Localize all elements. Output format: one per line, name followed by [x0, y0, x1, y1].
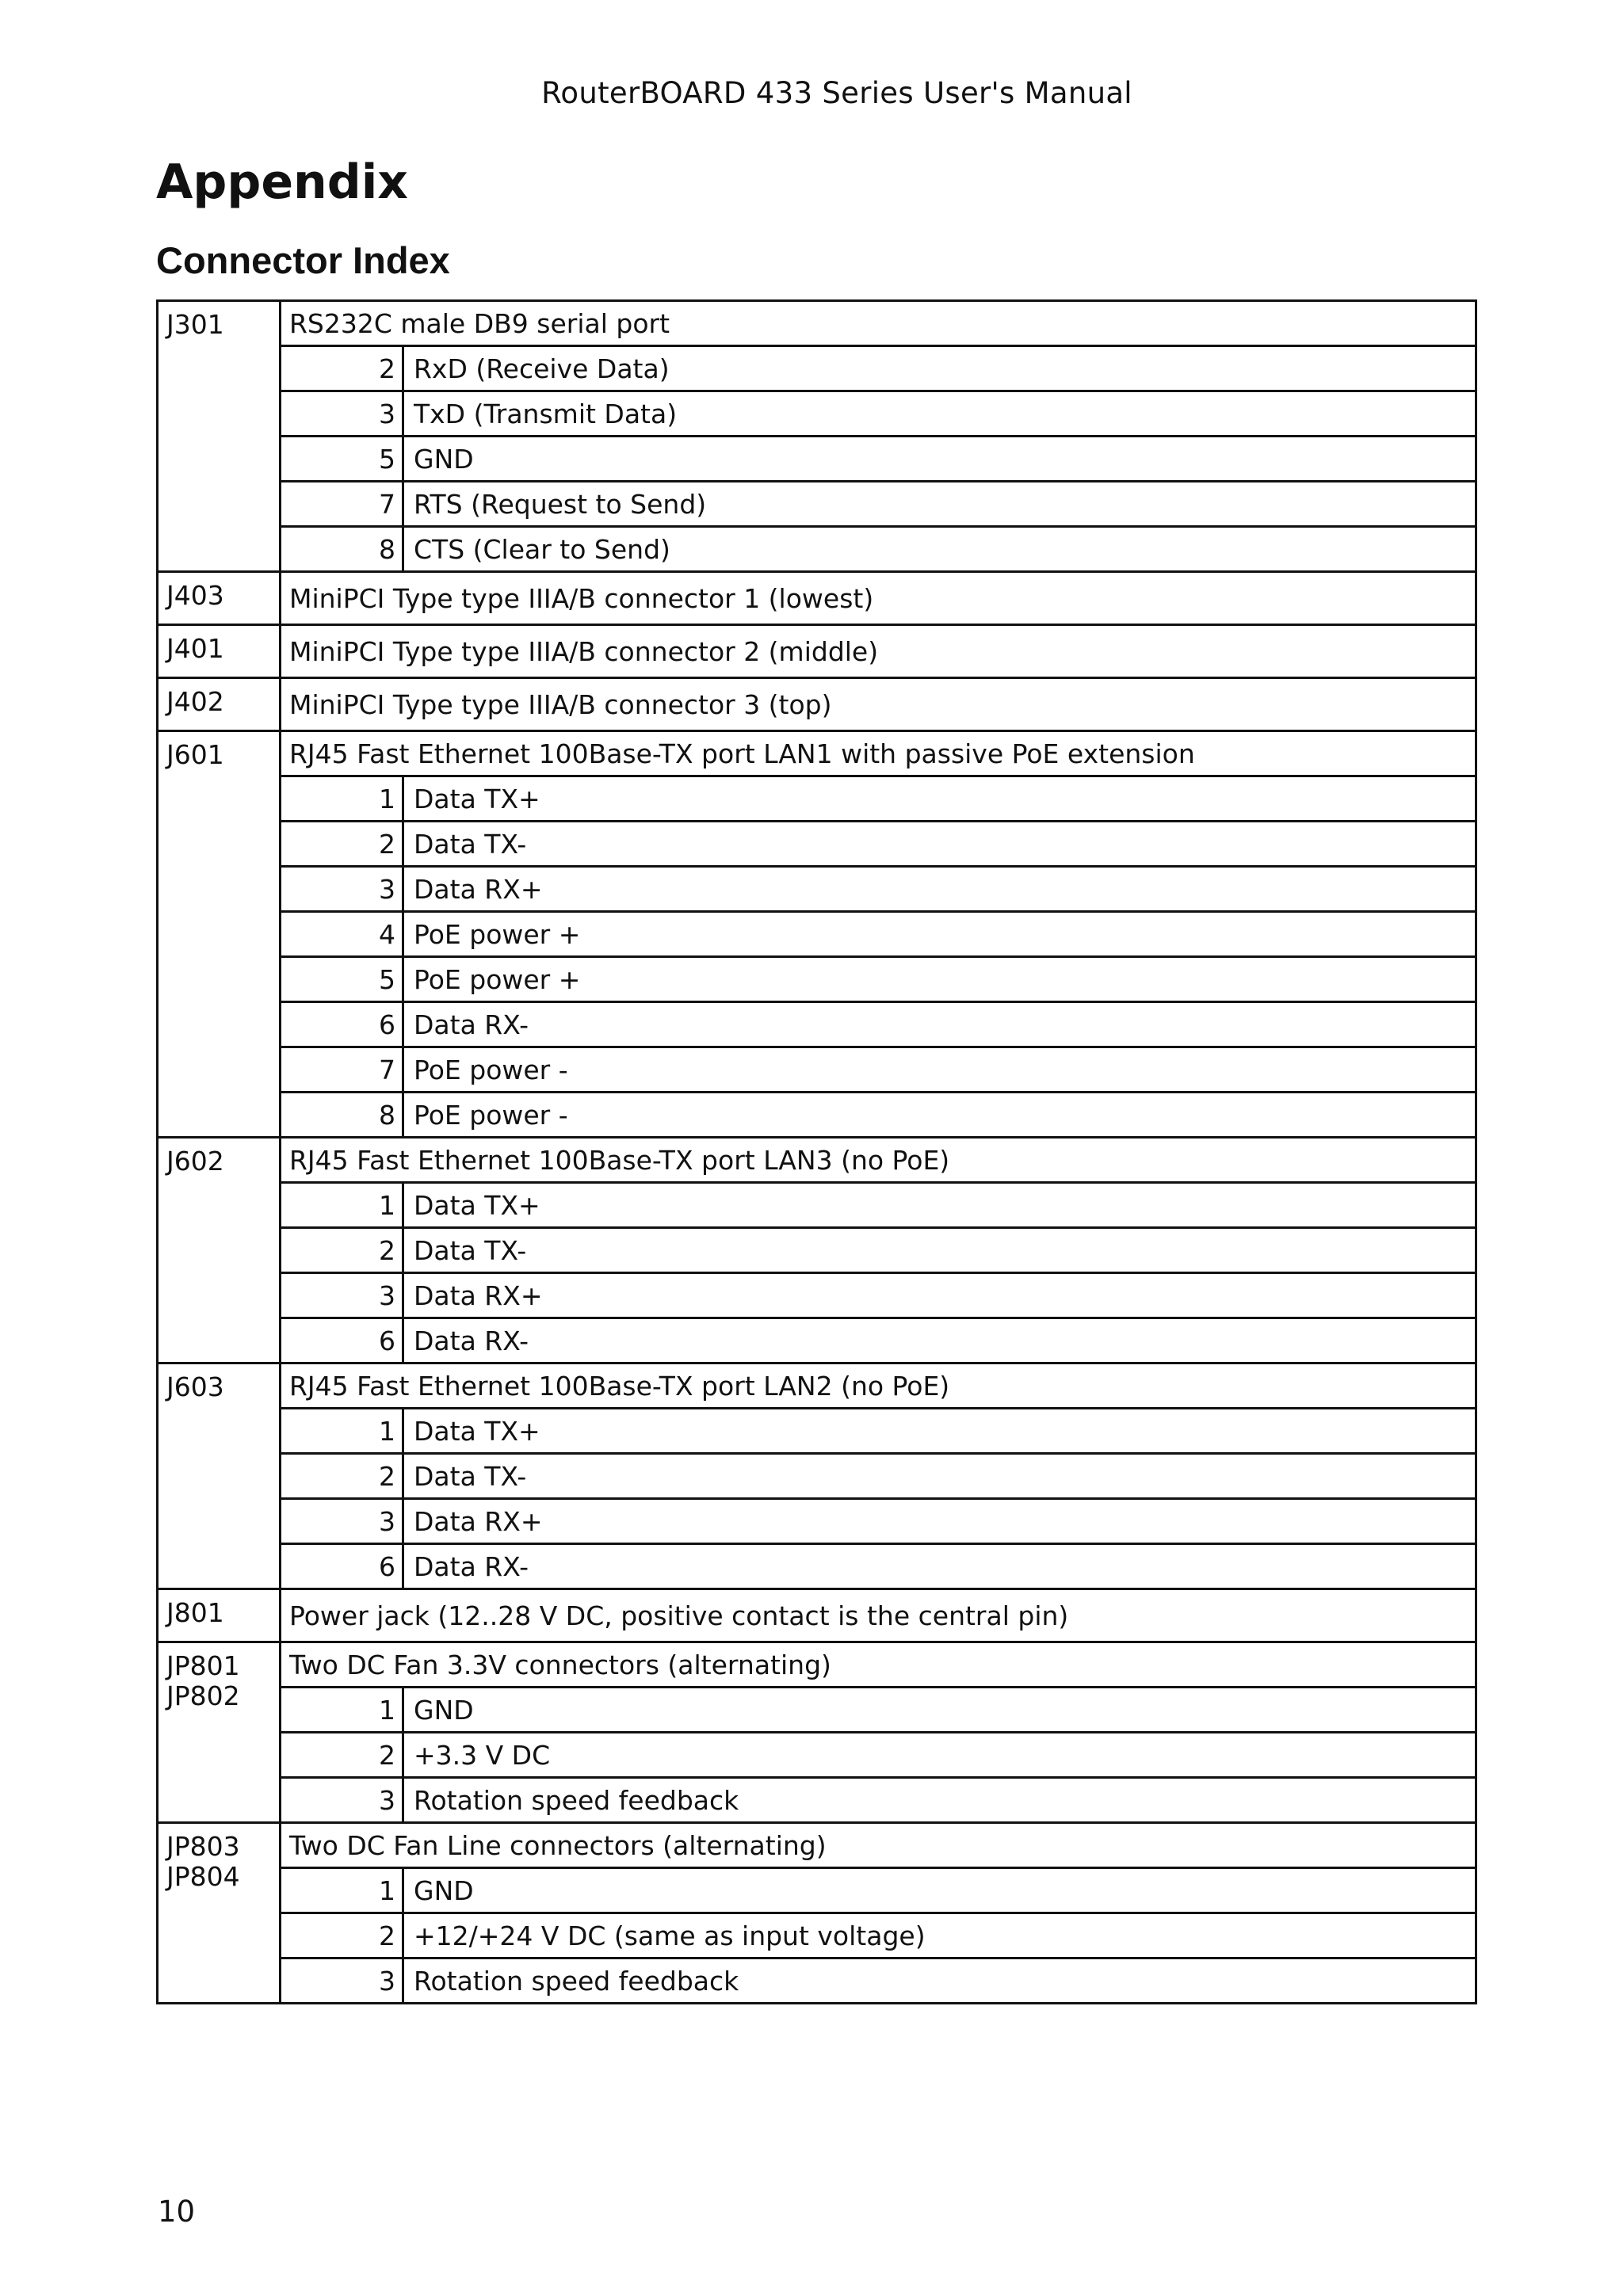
connector-id: JP801 [166, 1650, 240, 1681]
connector-id-cell [158, 1589, 281, 1642]
connector-id: JP804 [166, 1861, 240, 1892]
connector-id: J402 [166, 686, 224, 717]
pin-signal: GND [403, 437, 1476, 482]
connector-description: MiniPCI Type type IIIA/B connector 3 (top) [281, 678, 1476, 731]
pin-row [158, 1868, 1476, 1913]
pin-signal: Data RX+ [403, 1273, 1476, 1318]
pin-row [158, 1318, 1476, 1363]
pin-number: 2 [281, 1228, 403, 1273]
pin-signal: +12/+24 V DC (same as input voltage) [403, 1913, 1476, 1958]
pin-row [158, 1778, 1476, 1823]
pin-signal: Data RX- [403, 1544, 1476, 1589]
pin-signal: TxD (Transmit Data) [403, 391, 1476, 437]
pin-number: 1 [281, 776, 403, 822]
pin-signal: Data TX- [403, 1454, 1476, 1499]
pin-number: 2 [281, 1454, 403, 1499]
connector-description: RJ45 Fast Ethernet 100Base-TX port LAN3 (no PoE) [281, 1138, 1476, 1183]
pin-signal: Data TX+ [403, 776, 1476, 822]
connector-row [158, 1823, 1476, 1868]
connector-id: J301 [166, 309, 224, 340]
pin-signal: +3.3 V DC [403, 1733, 1476, 1778]
pin-number: 1 [281, 1409, 403, 1454]
connector-id-cell [158, 1642, 281, 1823]
pin-signal: Data TX- [403, 1228, 1476, 1273]
connector-row [158, 731, 1476, 776]
pin-row [158, 1409, 1476, 1454]
pin-row [158, 1228, 1476, 1273]
pin-signal: Data TX- [403, 822, 1476, 867]
pin-row [158, 1913, 1476, 1958]
pin-row [158, 912, 1476, 957]
pin-row [158, 1499, 1476, 1544]
pin-number: 7 [281, 1047, 403, 1093]
connector-id: J603 [166, 1371, 224, 1402]
connector-id-cell [158, 1363, 281, 1589]
connector-id-cell [158, 1823, 281, 2004]
pin-signal: Rotation speed feedback [403, 1958, 1476, 2004]
connector-row [158, 625, 1476, 678]
pin-signal: RTS (Request to Send) [403, 482, 1476, 527]
pin-number: 1 [281, 1868, 403, 1913]
connector-row [158, 678, 1476, 731]
connector-description: Two DC Fan 3.3V connectors (alternating) [281, 1642, 1476, 1688]
connector-row [158, 1363, 1476, 1409]
connector-row [158, 1138, 1476, 1183]
connector-id: J403 [166, 580, 224, 611]
pin-row [158, 1958, 1476, 2004]
connector-id-cell [158, 731, 281, 1138]
pin-number: 2 [281, 346, 403, 391]
pin-row [158, 957, 1476, 1002]
running-header: RouterBOARD 433 Series User's Manual [541, 76, 1132, 110]
pin-number: 4 [281, 912, 403, 957]
pin-number: 3 [281, 391, 403, 437]
connector-id-cell [158, 678, 281, 731]
connector-table-body [158, 301, 1476, 2004]
pin-row [158, 1544, 1476, 1589]
page-number: 10 [158, 2195, 196, 2229]
pin-number: 8 [281, 1093, 403, 1138]
pin-row [158, 776, 1476, 822]
pin-row [158, 1273, 1476, 1318]
pin-row [158, 1688, 1476, 1733]
connector-id: JP802 [166, 1680, 240, 1711]
pin-row [158, 1454, 1476, 1499]
connector-id: J602 [166, 1146, 224, 1177]
connector-row [158, 1642, 1476, 1688]
pin-number: 3 [281, 1958, 403, 2004]
connector-id: J601 [166, 739, 224, 770]
pin-row [158, 527, 1476, 572]
pin-signal: PoE power - [403, 1093, 1476, 1138]
connector-row [158, 301, 1476, 346]
pin-signal: RxD (Receive Data) [403, 346, 1476, 391]
pin-number: 3 [281, 1778, 403, 1823]
pin-row [158, 437, 1476, 482]
pin-signal: Data RX- [403, 1002, 1476, 1047]
pin-signal: PoE power + [403, 912, 1476, 957]
pin-row [158, 1047, 1476, 1093]
page-title: Appendix [156, 154, 408, 210]
pin-row [158, 1093, 1476, 1138]
pin-row [158, 1183, 1476, 1228]
pin-signal: PoE power - [403, 1047, 1476, 1093]
pin-signal: Data TX+ [403, 1409, 1476, 1454]
connector-description: RS232C male DB9 serial port [281, 301, 1476, 346]
connector-id-cell [158, 572, 281, 625]
pin-row [158, 391, 1476, 437]
pin-number: 3 [281, 867, 403, 912]
pin-row [158, 822, 1476, 867]
pin-number: 6 [281, 1544, 403, 1589]
connector-description: MiniPCI Type type IIIA/B connector 1 (lowest) [281, 572, 1476, 625]
pin-signal: PoE power + [403, 957, 1476, 1002]
connector-description: RJ45 Fast Ethernet 100Base-TX port LAN1 with passive PoE extension [281, 731, 1476, 776]
pin-signal: GND [403, 1868, 1476, 1913]
connector-id-cell [158, 301, 281, 572]
connector-index-table [156, 299, 1477, 2004]
pin-number: 2 [281, 1733, 403, 1778]
connector-description: MiniPCI Type type IIIA/B connector 2 (middle) [281, 625, 1476, 678]
pin-signal: Rotation speed feedback [403, 1778, 1476, 1823]
pin-number: 1 [281, 1183, 403, 1228]
pin-row [158, 482, 1476, 527]
pin-number: 2 [281, 1913, 403, 1958]
pin-signal: Data TX+ [403, 1183, 1476, 1228]
connector-id-cell [158, 625, 281, 678]
pin-signal: Data RX+ [403, 867, 1476, 912]
pin-row [158, 346, 1476, 391]
connector-row [158, 572, 1476, 625]
pin-signal: Data RX+ [403, 1499, 1476, 1544]
pin-signal: CTS (Clear to Send) [403, 527, 1476, 572]
pin-number: 6 [281, 1002, 403, 1047]
pin-number: 3 [281, 1499, 403, 1544]
connector-description: Power jack (12..28 V DC, positive contact is the central pin) [281, 1589, 1476, 1642]
pin-number: 3 [281, 1273, 403, 1318]
pin-number: 5 [281, 437, 403, 482]
connector-description: RJ45 Fast Ethernet 100Base-TX port LAN2 (no PoE) [281, 1363, 1476, 1409]
pin-signal: Data RX- [403, 1318, 1476, 1363]
pin-row [158, 867, 1476, 912]
pin-row [158, 1733, 1476, 1778]
pin-number: 8 [281, 527, 403, 572]
pin-number: 1 [281, 1688, 403, 1733]
pin-number: 5 [281, 957, 403, 1002]
connector-description: Two DC Fan Line connectors (alternating) [281, 1823, 1476, 1868]
pin-number: 7 [281, 482, 403, 527]
section-title: Connector Index [156, 239, 450, 281]
connector-id: JP803 [166, 1831, 240, 1862]
pin-number: 2 [281, 822, 403, 867]
connector-id: J801 [166, 1597, 224, 1628]
connector-id-cell [158, 1138, 281, 1363]
connector-id: J401 [166, 633, 224, 664]
pin-signal: GND [403, 1688, 1476, 1733]
pin-number: 6 [281, 1318, 403, 1363]
pin-row [158, 1002, 1476, 1047]
connector-row [158, 1589, 1476, 1642]
